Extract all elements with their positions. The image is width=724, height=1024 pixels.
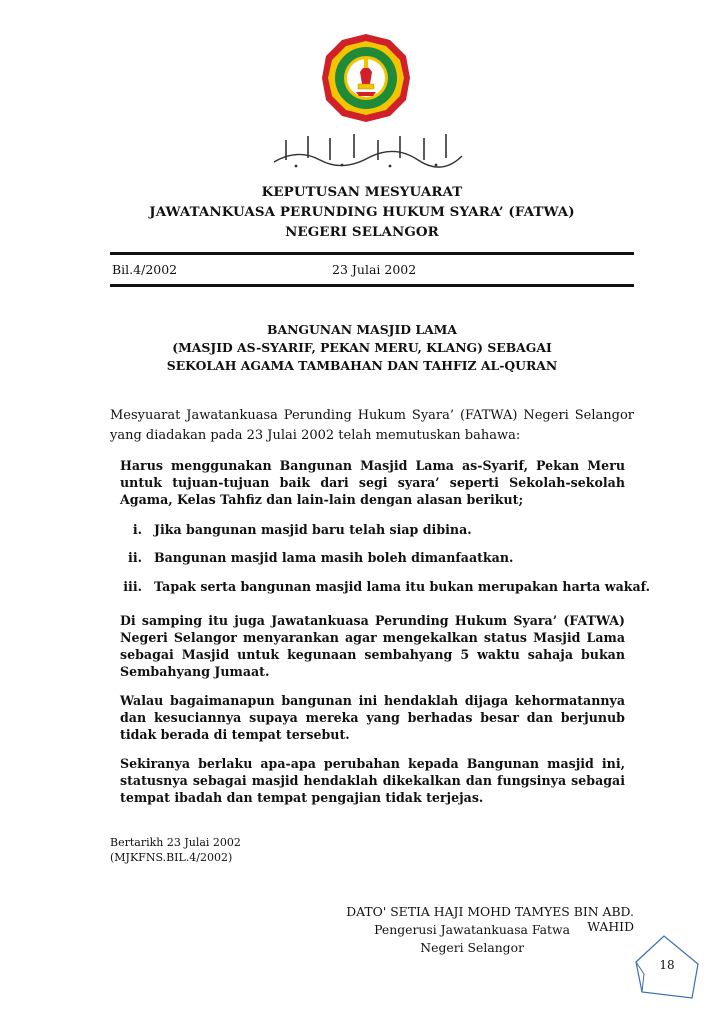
intro-paragraph: Mesyuarat Jawatankuasa Perunding Hukum Syara’ (FATWA) Negeri Selangor yang diadakan pada 23 Julai 2002 telah memutuskan bahawa:: [110, 408, 634, 443]
condition-text: Tapak serta bangunan masjid lama itu bukan merupakan harta wakaf.: [154, 579, 650, 594]
title-line-3: SEKOLAH AGAMA TAMBAHAN DAN TAHFIZ AL-QURAN: [166, 358, 558, 373]
calligraphy-signature: [268, 128, 468, 170]
signatory-position: Pengerusi Jawatankuasa Fatwa: [374, 922, 570, 937]
reference-number: Bil.4/2002: [112, 262, 178, 277]
file-reference: (MJKFNS.BIL.4/2002): [110, 851, 233, 864]
header-line-2: JAWATANKUASA PERUNDING HUKUM SYARA’ (FATWA): [149, 204, 575, 220]
header-line-3: NEGERI SELANGOR: [285, 224, 439, 240]
selangor-mufti-logo: [320, 32, 412, 124]
title-line-2: (MASJID AS-SYARIF, PEKAN MERU, KLANG) SEBAGAI: [172, 340, 552, 355]
condition-text: Jika bangunan masjid baru telah siap dibina.: [154, 522, 472, 537]
signatory-name: DATO' SETIA HAJI MOHD TAMYES BIN ABD. WAHID: [346, 904, 634, 934]
body-paragraph: Walau bagaimanapun bangunan ini hendaklah dijaga kehormatannya dan kesuciannya supaya mereka yang berhadas besar dan berjunub tidak berada di tempat tersebut.: [120, 693, 625, 742]
ruling-paragraph: Harus menggunakan Bangunan Masjid Lama as-Syarif, Pekan Meru untuk tujuan-tujuan baik dari segi syara’ seperti Sekolah-sekolah Agama, Kelas Tahfiz dan lain-lain dengan alasan berikut;: [120, 458, 625, 507]
top-rule: [110, 252, 634, 255]
dated-line: Bertarikh 23 Julai 2002: [110, 836, 241, 849]
condition-number: iii.: [123, 579, 142, 594]
body-paragraph: Sekiranya berlaku apa-apa perubahan kepada Bangunan masjid ini, statusnya sebagai masjid hendaklah dikekalkan dan fungsinya sebagai tempat ibadah dan tempat pengajian tidak terjejas.: [120, 756, 625, 805]
title-line-1: BANGUNAN MASJID LAMA: [266, 322, 458, 337]
page-number: 18: [659, 958, 675, 972]
bottom-rule: [110, 284, 634, 287]
condition-text: Bangunan masjid lama masih boleh dimanfaatkan.: [154, 550, 514, 565]
signatory-state: Negeri Selangor: [420, 940, 524, 955]
reference-date: 23 Julai 2002: [332, 262, 417, 277]
body-paragraph: Di samping itu juga Jawatankuasa Perunding Hukum Syara’ (FATWA) Negeri Selangor menyarankan agar mengekalkan status Masjid Lama sebagai Masjid untuk kegunaan sembahyang 5 waktu sahaja bukan Sembahyang Jumaat.: [120, 613, 625, 679]
header-line-1: KEPUTUSAN MESYUARAT: [261, 184, 463, 200]
condition-number: ii.: [128, 550, 142, 565]
condition-number: i.: [132, 522, 142, 537]
